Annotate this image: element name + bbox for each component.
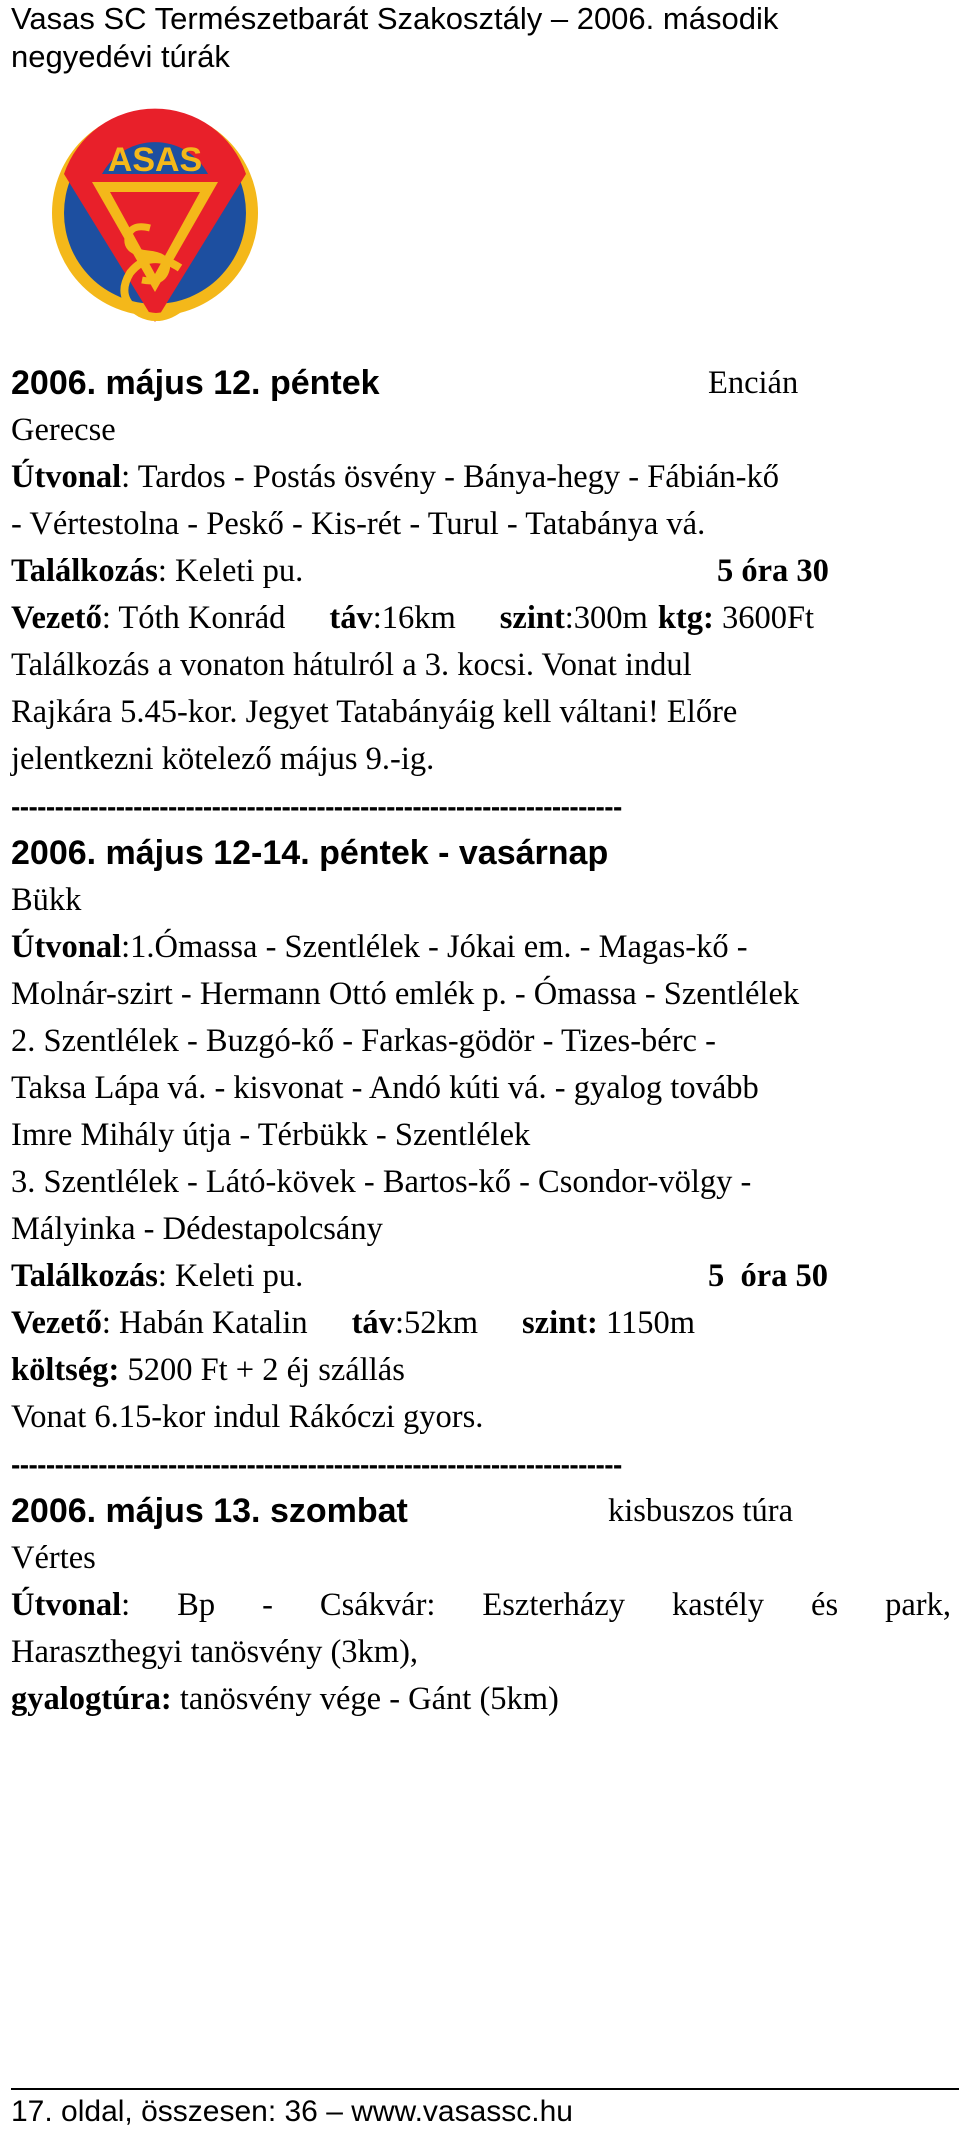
page-header [11, 0, 911, 76]
vasas-logo-icon [50, 78, 260, 324]
trip3-region: Vértes [11, 1540, 96, 1576]
trip1-note-line-1: Találkozás a vonaton hátulról a 3. kocsi. Vonat indul [11, 647, 692, 683]
page-title-line-1: Vasas SC Természetbarát Szakosztály – 2006. második [11, 1, 779, 36]
trip2-details: Vezető: Habán Katalin táv:52km szint: 1150m [11, 1305, 696, 1341]
trip2-route-line-5: Imre Mihály útja - Térbükk - Szentlélek [11, 1117, 531, 1153]
trip2-note-line-1: Vonat 6.15-kor indul Rákóczi gyors. [11, 1399, 484, 1435]
trip2-route-line-2: Molnár-szirt - Hermann Ottó emlék p. - Ómassa - Szentlélek [11, 976, 800, 1012]
trip2-route-label: Útvonal [11, 929, 122, 965]
trip1-heading [11, 360, 931, 407]
trip3-heading [11, 1488, 931, 1535]
trip1-route-label: Útvonal [11, 459, 122, 495]
trip3-route-line-2: Haraszthegyi tanösvény (3km), [11, 1634, 419, 1670]
trip1-region: Gerecse [11, 412, 116, 448]
separator: ---------------------------------------------------------------------- [11, 791, 622, 822]
trip1-route-line-1: Útvonal: Tardos - Postás ösvény - Bánya-hegy - Fábián-kő [11, 459, 779, 495]
trip2-time: 5 óra 50 [708, 1258, 829, 1294]
trip2-region: Bükk [11, 882, 82, 918]
svg-text:ASAS: ASAS [107, 141, 203, 179]
trip2-heading [11, 830, 931, 877]
trip3-date: 2006. május 13. szombat [11, 1492, 408, 1530]
separator: ---------------------------------------------------------------------- [11, 1449, 622, 1480]
trip1-note-line-3: jelentkezni kötelező május 9.-ig. [11, 741, 435, 777]
trip3-tag: kisbuszos túra [608, 1493, 794, 1529]
trip1-details: Vezető: Tóth Konrád táv:16km szint:300m ktg: 3600Ft [11, 600, 815, 636]
trip1-note-line-2: Rajkára 5.45-kor. Jegyet Tatabányáig kell váltani! Előre [11, 694, 738, 730]
trip3-route-line-1: Útvonal: Bp - Csákvár: Eszterházy kastély és park, [11, 1587, 951, 1623]
footer-rule [11, 2088, 959, 2090]
trip1-route-line-2: - Vértestolna - Peskő - Kis-rét - Turul - Tatabánya vá. [11, 506, 706, 542]
trip2-meeting: Találkozás: Keleti pu. 5 óra 50 [11, 1253, 931, 1300]
trip2-route-line-3: 2. Szentlélek - Buzgó-kő - Farkas-gödör - Tizes-bérc - [11, 1023, 716, 1059]
trip1-meet-label: Találkozás [11, 553, 158, 589]
trip3-route-label: Útvonal [11, 1587, 122, 1623]
trip2-route-line-4: Taksa Lápa vá. - kisvonat - Andó kúti vá. - gyalog tovább [11, 1070, 759, 1106]
trip3-hike: gyalogtúra: tanösvény vége - Gánt (5km) [11, 1681, 559, 1717]
vasas-sc-logo [50, 78, 260, 324]
trip1-tag: Encián [708, 365, 799, 401]
trip2-cost: költség: 5200 Ft + 2 éj szállás [11, 1352, 405, 1388]
trip1-date: 2006. május 12. péntek [11, 364, 380, 402]
page-footer: 17. oldal, összesen: 36 – www.vasassc.hu [11, 2095, 573, 2128]
trip2-date: 2006. május 12-14. péntek - vasárnap [11, 834, 609, 872]
trip2-route-line-7: Mályinka - Dédestapolcsány [11, 1211, 383, 1247]
trip1-meeting: Találkozás: Keleti pu. 5 óra 30 [11, 548, 931, 595]
trip1-time: 5 óra 30 [717, 553, 829, 589]
trip-listing [11, 360, 951, 1723]
trip2-meet-label: Találkozás [11, 1258, 158, 1294]
page-title-line-2: negyedévi túrák [11, 39, 230, 74]
trip2-route-line-1: Útvonal:1.Ómassa - Szentlélek - Jókai em. - Magas-kő - [11, 929, 748, 965]
trip2-route-line-6: 3. Szentlélek - Látó-kövek - Bartos-kő - Csondor-völgy - [11, 1164, 752, 1200]
